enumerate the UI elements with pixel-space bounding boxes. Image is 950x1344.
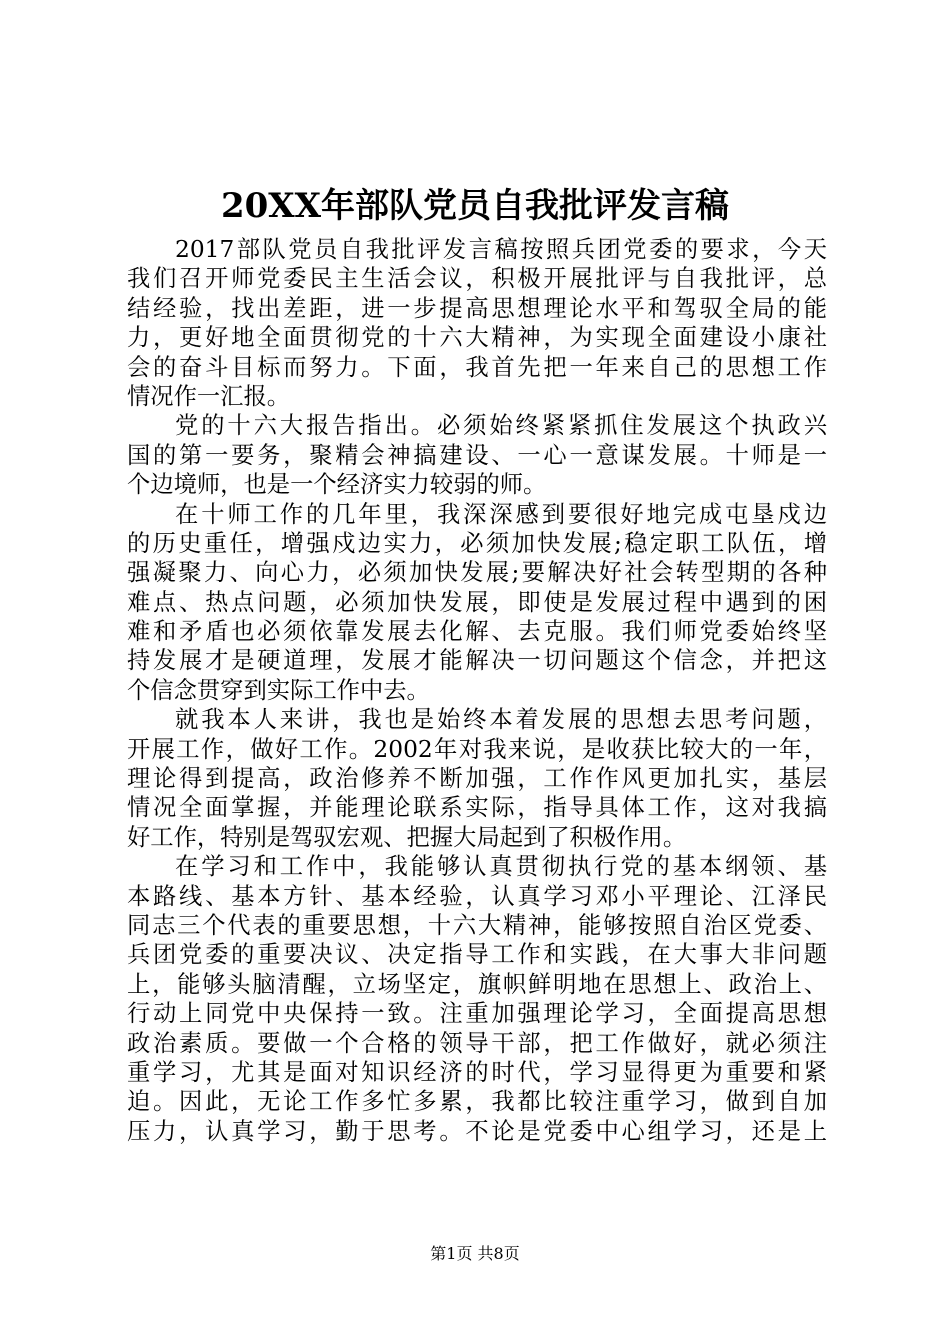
text-line: 强凝聚力、向心力，必须加快发展;要解决好社会转型期的各种 xyxy=(127,559,827,587)
text-line: 上，能够头脑清醒，立场坚定，旗帜鲜明地在思想上、政治上、 xyxy=(127,970,827,998)
text-line: 在十师工作的几年里，我深深感到要很好地完成屯垦戍边 xyxy=(175,500,827,528)
text-line: 难和矛盾也必须依靠发展去化解、去克服。我们师党委始终坚 xyxy=(127,618,827,646)
text-line: 我们召开师党委民主生活会议，积极开展批评与自我批评，总 xyxy=(127,265,827,293)
text-line: 党的十六大报告指出。必须始终紧紧抓住发展这个执政兴 xyxy=(175,412,827,440)
text-line: 会的奋斗目标而努力。下面，我首先把一年来自己的思想工作 xyxy=(127,353,827,381)
text-line: 结经验，找出差距，进一步提高思想理论水平和驾驭全局的能 xyxy=(127,294,827,322)
text-line: 重学习，尤其是面对知识经济的时代，学习显得更为重要和紧 xyxy=(127,1058,827,1086)
text-line: 就我本人来讲，我也是始终本着发展的思想去思考问题， xyxy=(175,706,827,734)
text-line: 兵团党委的重要决议、决定指导工作和实践，在大事大非问题 xyxy=(127,941,827,969)
text-line: 开展工作，做好工作。2002年对我来说，是收获比较大的一年， xyxy=(127,735,827,763)
text-line: 行动上同党中央保持一致。注重加强理论学习，全面提高思想 xyxy=(127,1000,827,1028)
text-line: 政治素质。要做一个合格的领导干部，把工作做好，就必须注 xyxy=(127,1029,827,1057)
text-line: 力，更好地全面贯彻党的十六大精神，为实现全面建设小康社 xyxy=(127,324,827,352)
text-line: 国的第一要务，聚精会神搞建设、一心一意谋发展。十师是一 xyxy=(127,441,827,469)
text-line: 个边境师，也是一个经济实力较弱的师。 xyxy=(127,471,547,499)
text-line: 情况全面掌握，并能理论联系实际，指导具体工作，这对我搞 xyxy=(127,794,827,822)
text-line: 压力，认真学习，勤于思考。不论是党委中心组学习，还是上 xyxy=(127,1117,827,1145)
text-line: 理论得到提高，政治修养不断加强，工作作风更加扎实，基层 xyxy=(127,765,827,793)
text-line: 本路线、基本方针、基本经验，认真学习邓小平理论、江泽民 xyxy=(127,882,827,910)
text-line: 个信念贯穿到实际工作中去。 xyxy=(127,676,430,704)
document-body xyxy=(127,235,827,1146)
text-line: 好工作，特别是驾驭宏观、把握大局起到了积极作用。 xyxy=(127,823,687,851)
text-line: 难点、热点问题，必须加快发展，即使是发展过程中遇到的困 xyxy=(127,588,827,616)
text-line: 同志三个代表的重要思想，十六大精神，能够按照自治区党委、 xyxy=(127,911,827,939)
text-line: 在学习和工作中，我能够认真贯彻执行党的基本纲领、基 xyxy=(175,853,827,881)
text-line: 迫。因此，无论工作多忙多累，我都比较注重学习，做到自加 xyxy=(127,1088,827,1116)
text-line: 持发展才是硬道理，发展才能解决一切问题这个信念，并把这 xyxy=(127,647,827,675)
document-title: 20XX年部队党员自我批评发言稿 xyxy=(220,186,730,226)
text-line: 2017部队党员自我批评发言稿按照兵团党委的要求，今天 xyxy=(175,236,827,263)
text-line: 的历史重任，增强戍边实力，必须加快发展;稳定职工队伍，增 xyxy=(127,529,827,557)
text-line: 情况作一汇报。 xyxy=(127,382,291,410)
page-number: 第1页 共8页 xyxy=(430,1244,520,1263)
